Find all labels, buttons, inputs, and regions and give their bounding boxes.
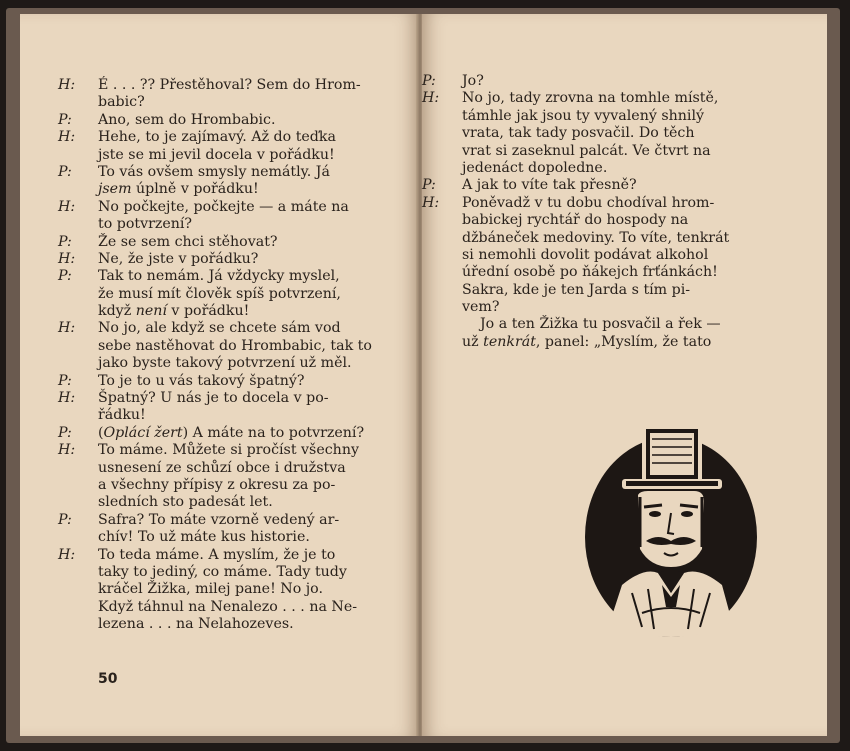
text-line [462, 212, 797, 229]
line-text: vrata, tak tady posvačil. Do těch [462, 125, 695, 142]
line-text: to potvrzení? [98, 216, 193, 233]
line-text: To máme. Můžete si pročíst všechny [98, 442, 359, 459]
line-text: No počkejte, počkejte — a máte na [98, 198, 349, 215]
line-text: už [462, 333, 484, 350]
emphasis-text: jsem [98, 181, 132, 198]
text-line [462, 299, 797, 316]
text-line [58, 233, 410, 251]
line-text: ( [98, 424, 104, 441]
line-text: No jo, ale když se chcete sám vod [98, 320, 341, 337]
speaker-label: P: [422, 73, 436, 89]
line-text: taky to jediný, co máme. Tady tudy [98, 563, 347, 580]
line-text: É . . . ?? Přestěhoval? Sem do Hrom- [98, 77, 361, 93]
speaker-label: P: [422, 177, 436, 194]
text-line [98, 599, 410, 616]
line-text: jste se mi jevil docela v pořádku! [98, 146, 335, 163]
text-line [58, 163, 410, 181]
text-line [462, 316, 797, 333]
text-line [98, 494, 410, 511]
text-line [98, 216, 410, 233]
text-line [58, 511, 410, 529]
speaker-label: H: [58, 546, 76, 563]
speaker-label: H: [422, 90, 440, 107]
text-line [422, 194, 797, 212]
speaker-label: H: [58, 320, 76, 337]
line-text: Že se sem chci stěhovat? [98, 233, 278, 250]
text-line [98, 407, 410, 424]
speaker-label: H: [58, 198, 76, 215]
line-text: Sakra, kde je ten Jarda s tím pi- [462, 281, 691, 298]
line-text: , panel: „Myslím, že tato [535, 333, 712, 350]
text-line [58, 198, 410, 216]
text-line [98, 564, 410, 581]
line-text: ) A máte na to potvrzení? [182, 424, 365, 441]
line-text: támhle jak jsou ty vyvalený shnilý [462, 107, 704, 124]
line-text: Safra? To máte vzorně vedený ar- [98, 511, 340, 528]
emphasis-text: není [135, 303, 167, 320]
text-line [462, 264, 797, 281]
text-line [462, 108, 797, 125]
text-line [58, 320, 410, 337]
speaker-label: P: [58, 424, 72, 441]
text-line [462, 125, 797, 142]
line-text: jako byste takový potvrzení už měl. [98, 355, 352, 372]
speaker-label: H: [58, 442, 76, 459]
text-line [98, 529, 410, 546]
text-line [98, 616, 410, 633]
line-text: Jo a ten Žižka tu posvačil a řek — [480, 316, 721, 333]
text-line [58, 129, 410, 146]
line-text: že musí mít člověk spíš potvrzení, [98, 285, 341, 302]
line-text: sebe nastěhovat do Hrombabic, tak to [98, 337, 372, 354]
text-line [58, 424, 410, 442]
text-line [98, 355, 410, 372]
text-line [98, 303, 410, 320]
speaker-label: P: [58, 372, 72, 389]
line-text: babickej rychtář do hospody na [462, 212, 689, 229]
line-text: džbáneček medoviny. To víte, tenkrát [462, 229, 730, 246]
text-line [422, 73, 797, 90]
line-text: No jo, tady zrovna na tomhle místě, [462, 90, 719, 107]
text-line [462, 334, 797, 351]
text-line [58, 372, 410, 390]
text-line [98, 286, 410, 303]
text-line [58, 442, 410, 459]
speaker-label: H: [58, 129, 76, 146]
text-line [98, 181, 410, 198]
speaker-label: H: [58, 390, 76, 407]
line-text: Tak to nemám. Já vždycky myslel, [98, 268, 340, 285]
speaker-label: P: [58, 233, 72, 250]
line-text: babic? [98, 94, 145, 111]
line-text: v pořádku! [166, 303, 250, 320]
line-text: řádku! [98, 407, 146, 424]
text-line [462, 160, 797, 177]
speaker-label: H: [58, 77, 76, 93]
line-text: úřední osobě po ňákejch frťánkách! [462, 264, 718, 281]
text-line [58, 250, 410, 268]
speaker-label: P: [58, 511, 72, 528]
line-text: Když táhnul na Nenalezo . . . na Ne- [98, 598, 358, 615]
line-text: Poněvadž v tu dobu chodíval hrom- [462, 194, 715, 211]
line-text: chív! To už máte kus historie. [98, 529, 310, 546]
text-line [462, 282, 797, 299]
line-text: A jak to víte tak přesně? [462, 177, 637, 194]
line-text: Jo? [462, 73, 484, 89]
line-text: vem? [462, 299, 500, 316]
page-number: 50 [98, 671, 118, 687]
left-page [20, 14, 418, 736]
line-text: jedenáct dopoledne. [462, 159, 608, 176]
text-line [98, 581, 410, 598]
line-text: Hehe, to je zajímavý. Až do teďka [98, 129, 336, 146]
text-line [58, 268, 410, 285]
speaker-label: H: [422, 194, 440, 211]
line-text: sledních sto padesát let. [98, 494, 273, 511]
line-text: Ne, že jste v pořádku? [98, 250, 259, 267]
line-text: To vás ovšem smysly nemátly. Já [98, 163, 330, 180]
emphasis-text: Oplácí žert [103, 424, 183, 441]
portrait-illustration [582, 417, 760, 641]
text-line [98, 477, 410, 494]
text-line [98, 94, 410, 111]
line-text: úplně v pořádku! [131, 181, 259, 198]
line-text: kráčel Žižka, milej pane! No jo. [98, 581, 323, 598]
line-text: To teda máme. A myslím, že je to [98, 546, 336, 563]
text-line [462, 247, 797, 264]
line-text: usnesení ze schůzí obce i družstva [98, 459, 346, 476]
text-line [58, 111, 410, 129]
text-line [98, 338, 410, 355]
text-line [58, 390, 410, 407]
text-line [462, 143, 797, 160]
line-text: Špatný? U nás je to docela v po- [98, 390, 329, 407]
text-line [462, 230, 797, 247]
line-text: vrat si zaseknul palcát. Ve čtvrt na [462, 142, 711, 159]
line-text: a všechny přípisy z okresu za po- [98, 476, 336, 493]
text-line [58, 77, 410, 94]
text-line [98, 460, 410, 477]
emphasis-text: tenkrát [483, 333, 536, 350]
right-page [422, 14, 827, 736]
speaker-label: P: [58, 163, 72, 180]
speaker-label: P: [58, 268, 72, 285]
right-page-text [422, 73, 797, 351]
left-page-text [58, 77, 410, 634]
text-line [98, 147, 410, 164]
line-text: To je to u vás takový špatný? [98, 372, 305, 389]
text-line [422, 90, 797, 107]
line-text: Ano, sem do Hrombabic. [98, 111, 276, 128]
text-line [58, 546, 410, 564]
speaker-label: P: [58, 111, 72, 128]
line-text: lezena . . . na Nelahozeves. [98, 616, 294, 633]
speaker-label: H: [58, 250, 76, 267]
line-text: si nemohli dovolit podávat alkohol [462, 246, 709, 263]
text-line [422, 177, 797, 194]
line-text: když [98, 303, 136, 320]
